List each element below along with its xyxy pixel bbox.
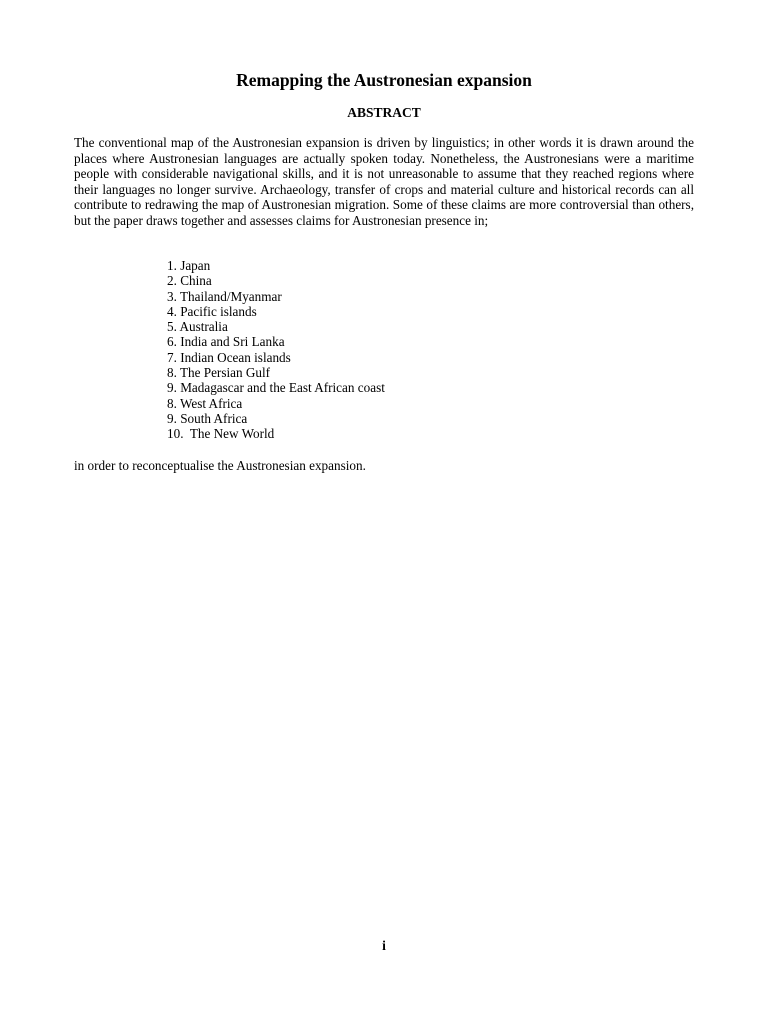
list-item: 6. India and Sri Lanka bbox=[167, 334, 285, 350]
list-item: 1. Japan bbox=[167, 258, 211, 273]
closing-paragraph: in order to reconceptualise the Austronesian expansion. bbox=[74, 458, 366, 473]
document-title: Remapping the Austronesian expansion bbox=[236, 70, 532, 90]
abstract-heading: ABSTRACT bbox=[347, 105, 421, 120]
page-number: i bbox=[382, 938, 386, 953]
list-item: 8. The Persian Gulf bbox=[167, 365, 271, 381]
list-item: 3. Thailand/Myanmar bbox=[167, 288, 282, 304]
list-item: 2. China bbox=[167, 273, 212, 289]
list-item: 7. Indian Ocean islands bbox=[167, 349, 291, 365]
abstract-paragraph: The conventional map of the Austronesian expansion is driven by linguistics; in other words it is drawn around the places where Austronesian languages are actually spoken today. Nonetheless, the Austronesians were a maritime people with considerable navigational skills, and it is not unreasonable to assume that they reached regions where their languages no longer survive. Archaeology, transfer of crops and material culture and historical records can all contribute to redrawing the map of Austronesian migration. Some of these claims are more controversial than others, but the paper draws together and assesses claims for Austronesian presence in; bbox=[74, 135, 694, 228]
list-item: 9. South Africa bbox=[167, 410, 248, 426]
claims-list bbox=[167, 258, 567, 442]
list-item: 10. The New World bbox=[167, 426, 275, 442]
list-item: 8. West Africa bbox=[167, 395, 243, 411]
list-item: 9. Madagascar and the East African coast bbox=[167, 380, 385, 396]
list-item: 5. Australia bbox=[167, 319, 228, 335]
list-item: 4. Pacific islands bbox=[167, 303, 257, 319]
